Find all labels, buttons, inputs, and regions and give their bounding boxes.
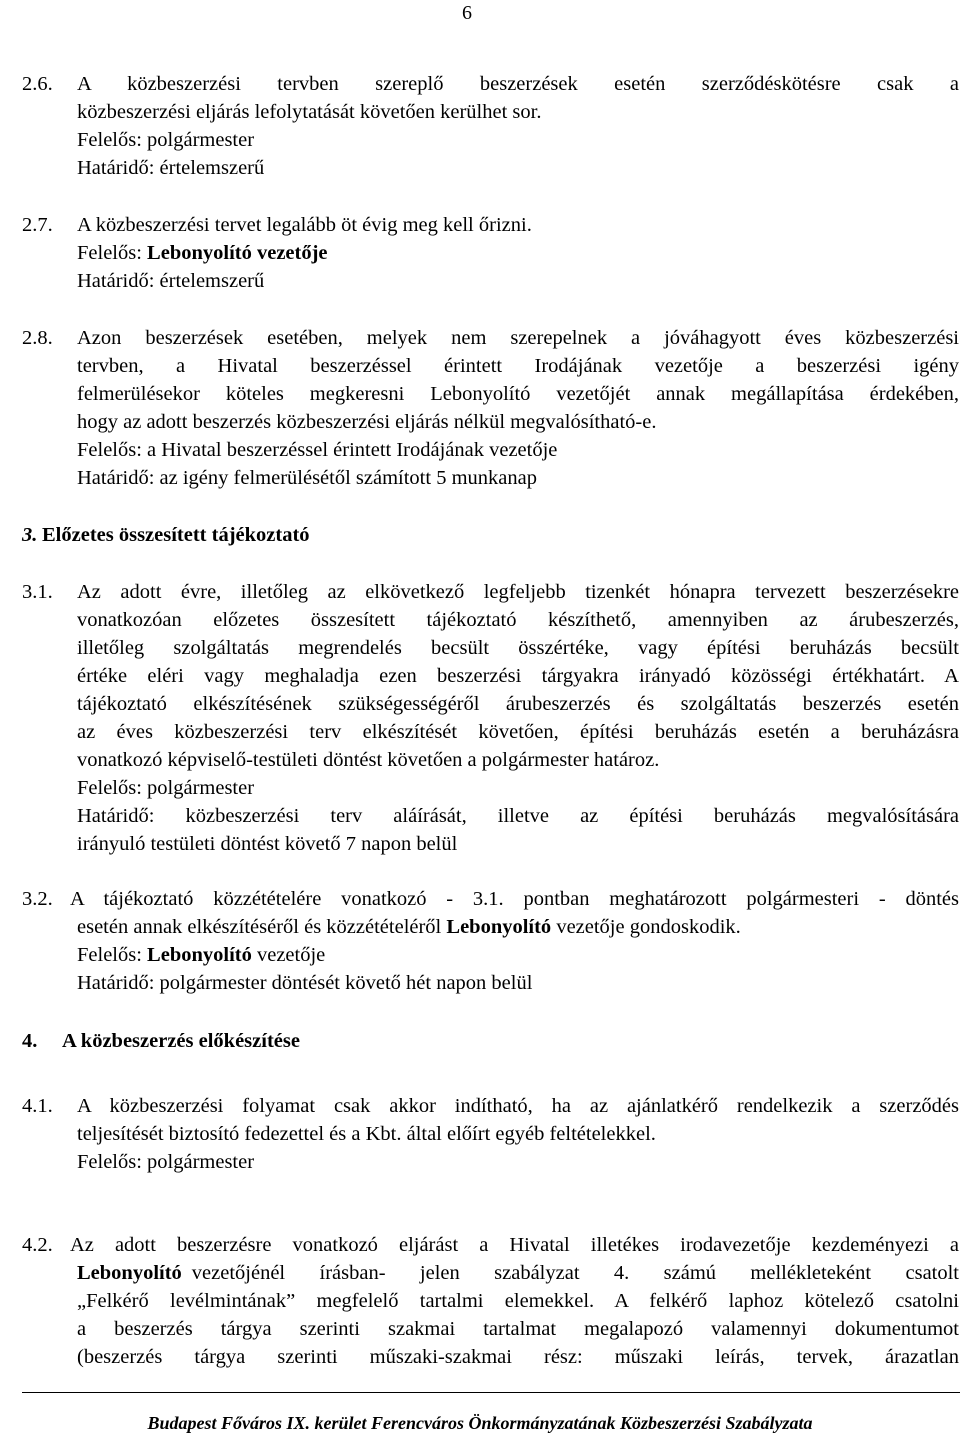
responsible-line: Felelős: a Hivatal beszerzéssel érintett Irodájának vezetője bbox=[77, 439, 558, 461]
heading-number: 4. bbox=[22, 1030, 38, 1052]
paragraph-line: vonatkozóan előzetes összesített tájékoztató készíthető, amennyiben az árubeszerzés, bbox=[77, 609, 959, 631]
text-segment: vezetője bbox=[251, 944, 326, 966]
responsible-line bbox=[77, 942, 325, 968]
paragraph-line: A közbeszerzési folyamat csak akkor indítható, ha az ajánlatkérő rendelkezik a szerződés bbox=[77, 1095, 959, 1117]
responsible-name: Lebonyolító vezetője bbox=[147, 242, 328, 264]
deadline-line: Határidő: az igény felmerülésétől számított 5 munkanap bbox=[77, 467, 537, 489]
emphasis-text: Lebonyolító bbox=[446, 916, 552, 938]
deadline-line: irányuló testületi döntést követő 7 napon belül bbox=[77, 833, 458, 855]
section-number: 2.8. bbox=[22, 327, 53, 349]
paragraph-line: értéke eléri vagy meghaladja ezen beszerzési tárgyakra irányadó közösségi értékhatárt. A bbox=[77, 665, 959, 687]
responsible-line: Felelős: polgármester bbox=[77, 1151, 255, 1173]
text-segment: vezetőjénél írásban- jelen szabályzat 4. számú mellékleteként csatolt bbox=[191, 1262, 959, 1284]
page-number: 6 bbox=[462, 2, 472, 24]
section-number: 2.7. bbox=[22, 214, 53, 236]
paragraph-line bbox=[77, 914, 741, 940]
paragraph-line: tervben, a Hivatal beszerzéssel érintett Irodájának vezetője a beszerzési igény bbox=[77, 355, 959, 377]
paragraph-line: Azon beszerzések esetében, melyek nem szerepelnek a jóváhagyott éves közbeszerzési bbox=[77, 327, 959, 349]
responsible-label: Felelős: bbox=[77, 944, 148, 966]
section-number: 3.2. bbox=[22, 888, 53, 910]
text-segment: esetén annak elkészítéséről és közzétételéről bbox=[77, 916, 447, 938]
heading-number: 3. bbox=[22, 524, 38, 546]
paragraph-line: hogy az adott beszerzés közbeszerzési eljárás nélkül megvalósítható-e. bbox=[77, 411, 657, 433]
paragraph-line: A közbeszerzési tervben szereplő beszerzések esetén szerződéskötésre csak a bbox=[77, 73, 959, 95]
page-footer: Budapest Főváros IX. kerület Ferencváros Önkormányzatának Közbeszerzési Szabályzata bbox=[147, 1413, 813, 1433]
responsible-line bbox=[77, 240, 328, 266]
paragraph-line: az éves közbeszerzési terv elkészítését követően, építési beruházás esetén a beruházásra bbox=[77, 721, 959, 743]
paragraph-line: illetőleg szolgáltatás megrendelés becsült összértéke, vagy építési beruházás becsült bbox=[77, 637, 959, 659]
paragraph-line: vonatkozó képviselő-testületi döntést követően a polgármester határoz. bbox=[77, 749, 660, 771]
heading-title: A közbeszerzés előkészítése bbox=[62, 1030, 300, 1052]
deadline-line: Határidő: közbeszerzési terv aláírását, illetve az építési beruházás megvalósítására bbox=[77, 805, 959, 827]
section-number: 3.1. bbox=[22, 581, 53, 603]
section-number: 4.2. bbox=[22, 1234, 53, 1256]
text-segment: vezetője gondoskodik. bbox=[551, 916, 741, 938]
responsible-label: Felelős: bbox=[77, 242, 148, 264]
section-number: 2.6. bbox=[22, 73, 53, 95]
emphasis-text: Lebonyolító bbox=[77, 1262, 182, 1284]
responsible-line: Felelős: polgármester bbox=[77, 777, 255, 799]
paragraph-line bbox=[77, 1260, 959, 1286]
paragraph-line: Az adott évre, illetőleg az elkövetkező legfeljebb tizenkét hónapra tervezett beszerzésekre bbox=[77, 581, 959, 603]
deadline-line: Határidő: értelemszerű bbox=[77, 157, 265, 179]
paragraph-line: tájékoztató elkészítésének szükségességéről árubeszerzés és szolgáltatás beszerzés esetén bbox=[77, 693, 959, 715]
footer-divider bbox=[22, 1392, 960, 1393]
responsible-line: Felelős: polgármester bbox=[77, 129, 255, 151]
paragraph-line: teljesítését biztosító fedezettel és a Kbt. által előírt egyéb feltételekkel. bbox=[77, 1123, 656, 1145]
section-number: 4.1. bbox=[22, 1095, 53, 1117]
deadline-line: Határidő: értelemszerű bbox=[77, 270, 265, 292]
deadline-line: Határidő: polgármester döntését követő hét napon belül bbox=[77, 972, 533, 994]
paragraph-line: a beszerzés tárgya szerinti szakmai tartalmat megalapozó valamennyi dokumentumot bbox=[77, 1318, 959, 1340]
paragraph-line: közbeszerzési eljárás lefolytatását követően kerülhet sor. bbox=[77, 101, 542, 123]
heading-title: Előzetes összesített tájékoztató bbox=[42, 524, 310, 546]
paragraph-line: Az adott beszerzésre vonatkozó eljárást a Hivatal illetékes irodavezetője kezdeményezi a bbox=[70, 1234, 959, 1256]
paragraph-line: (beszerzés tárgya szerinti műszaki-szakmai rész: műszaki leírás, tervek, árazatlan bbox=[77, 1346, 959, 1368]
paragraph-line: A közbeszerzési tervet legalább öt évig meg kell őrizni. bbox=[77, 214, 532, 236]
paragraph-line: felmerülésekor köteles megkeresni Lebonyolító vezetőjét annak megállapítása érdekében, bbox=[77, 383, 959, 405]
responsible-name: Lebonyolító bbox=[147, 944, 252, 966]
paragraph-line: „Felkérő levélmintának” megfelelő tartalmi elemekkel. A felkérő laphoz kötelező csatolni bbox=[77, 1290, 959, 1312]
paragraph-line: A tájékoztató közzétételére vonatkozó - 3.1. pontban meghatározott polgármesteri - döntés bbox=[70, 888, 959, 910]
